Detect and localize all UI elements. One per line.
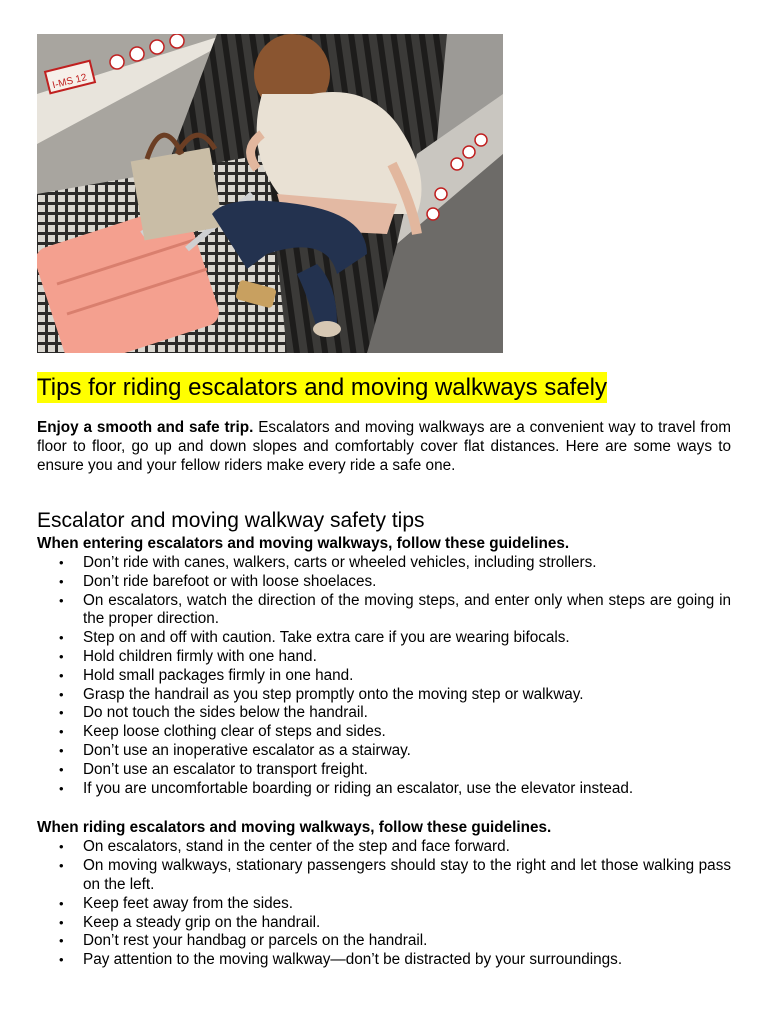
bullet-icon: • — [59, 555, 64, 570]
list-item — [37, 895, 731, 914]
bullet-icon: • — [59, 592, 64, 608]
list-item — [37, 932, 731, 951]
intro-paragraph — [37, 418, 731, 475]
list-item-text: Pay attention to the moving walkway—don’t be distracted by your surroundings. — [83, 951, 623, 969]
bullet-icon: • — [59, 648, 64, 664]
escalator-illustration — [37, 34, 503, 353]
list-item — [37, 686, 731, 705]
bullet-icon: • — [59, 705, 64, 721]
list-item-text: Keep loose clothing clear of steps and sides. — [83, 723, 386, 741]
entering-tips-list — [37, 554, 731, 798]
list-item-text: If you are uncomfortable boarding or riding an escalator, use the elevator instead. — [83, 779, 634, 797]
riding-tips-list — [37, 838, 731, 970]
bullet-icon: • — [59, 667, 64, 683]
list-item — [37, 704, 731, 723]
escalator-photo — [37, 34, 503, 353]
list-item-text: On moving walkways, stationary passengers should stay to the right and let those walking pass on the left. — [83, 857, 731, 893]
list-item-text: Don’t use an inoperative escalator as a stairway. — [83, 741, 411, 759]
document-page — [37, 34, 731, 970]
bullet-icon: • — [59, 761, 64, 777]
bullet-icon: • — [59, 724, 64, 740]
intro-lead: Enjoy a smooth and safe trip. — [37, 419, 254, 436]
bullet-icon: • — [59, 630, 64, 646]
intro-body: Escalators and moving walkways are a convenient way to travel from floor to floor, go up and down slopes and comfortably cover flat distances. Here are some ways to ensure you and your fellow riders make every ride a safe one. — [37, 419, 732, 474]
list-item — [37, 951, 731, 970]
bullet-icon: • — [59, 742, 64, 758]
section-heading: Escalator and moving walkway safety tips — [37, 509, 425, 532]
title-wrap — [37, 372, 731, 404]
svg-text:I-MS 12: I-MS 12 — [51, 72, 88, 92]
list-item-text: Keep feet away from the sides. — [83, 894, 294, 912]
list-item-text: Hold children firmly with one hand. — [83, 647, 317, 665]
list-item — [37, 914, 731, 933]
list-item — [37, 554, 731, 573]
list-item-text: Grasp the handrail as you step promptly onto the moving step or walkway. — [83, 685, 584, 703]
list-item-text: Don’t rest your handbag or parcels on the handrail. — [83, 932, 428, 950]
bullet-icon: • — [59, 573, 64, 589]
list-item-text: On escalators, watch the direction of the moving steps, and enter only when steps are going in the proper direction. — [83, 591, 731, 628]
list-item-text: Do not touch the sides below the handrail. — [83, 704, 368, 722]
bullet-icon: • — [59, 895, 64, 911]
list-item — [37, 592, 731, 630]
bullet-icon: • — [59, 858, 64, 874]
list-item-text: On escalators, stand in the center of the step and face forward. — [83, 838, 510, 856]
bullet-icon: • — [59, 780, 64, 796]
bullet-icon: • — [59, 839, 64, 855]
page-title: Tips for riding escalators and moving walkways safely — [37, 374, 608, 401]
bullet-icon: • — [59, 686, 64, 702]
list-item — [37, 723, 731, 742]
bullet-icon: • — [59, 952, 64, 968]
list-item — [37, 857, 731, 895]
list-item — [37, 838, 731, 857]
list-item-text: Keep a steady grip on the handrail. — [83, 913, 321, 931]
riding-heading: When riding escalators and moving walkways, follow these guidelines. — [37, 819, 552, 837]
bullet-icon: • — [59, 933, 64, 949]
list-item-text: Step on and off with caution. Take extra care if you are wearing bifocals. — [83, 629, 570, 647]
list-item-text: Don’t use an escalator to transport freight. — [83, 760, 368, 778]
list-item — [37, 648, 731, 667]
list-item — [37, 742, 731, 761]
list-item — [37, 667, 731, 686]
list-item — [37, 573, 731, 592]
list-item-text: Hold small packages firmly in one hand. — [83, 666, 354, 684]
list-item — [37, 761, 731, 780]
list-item — [37, 629, 731, 648]
bullet-icon: • — [59, 914, 64, 930]
entering-heading: When entering escalators and moving walkways, follow these guidelines. — [37, 535, 570, 552]
list-item — [37, 780, 731, 799]
list-item-text: Don’t ride barefoot or with loose shoelaces. — [83, 572, 377, 590]
list-item-text: Don’t ride with canes, walkers, carts or wheeled vehicles, including strollers. — [83, 554, 597, 571]
